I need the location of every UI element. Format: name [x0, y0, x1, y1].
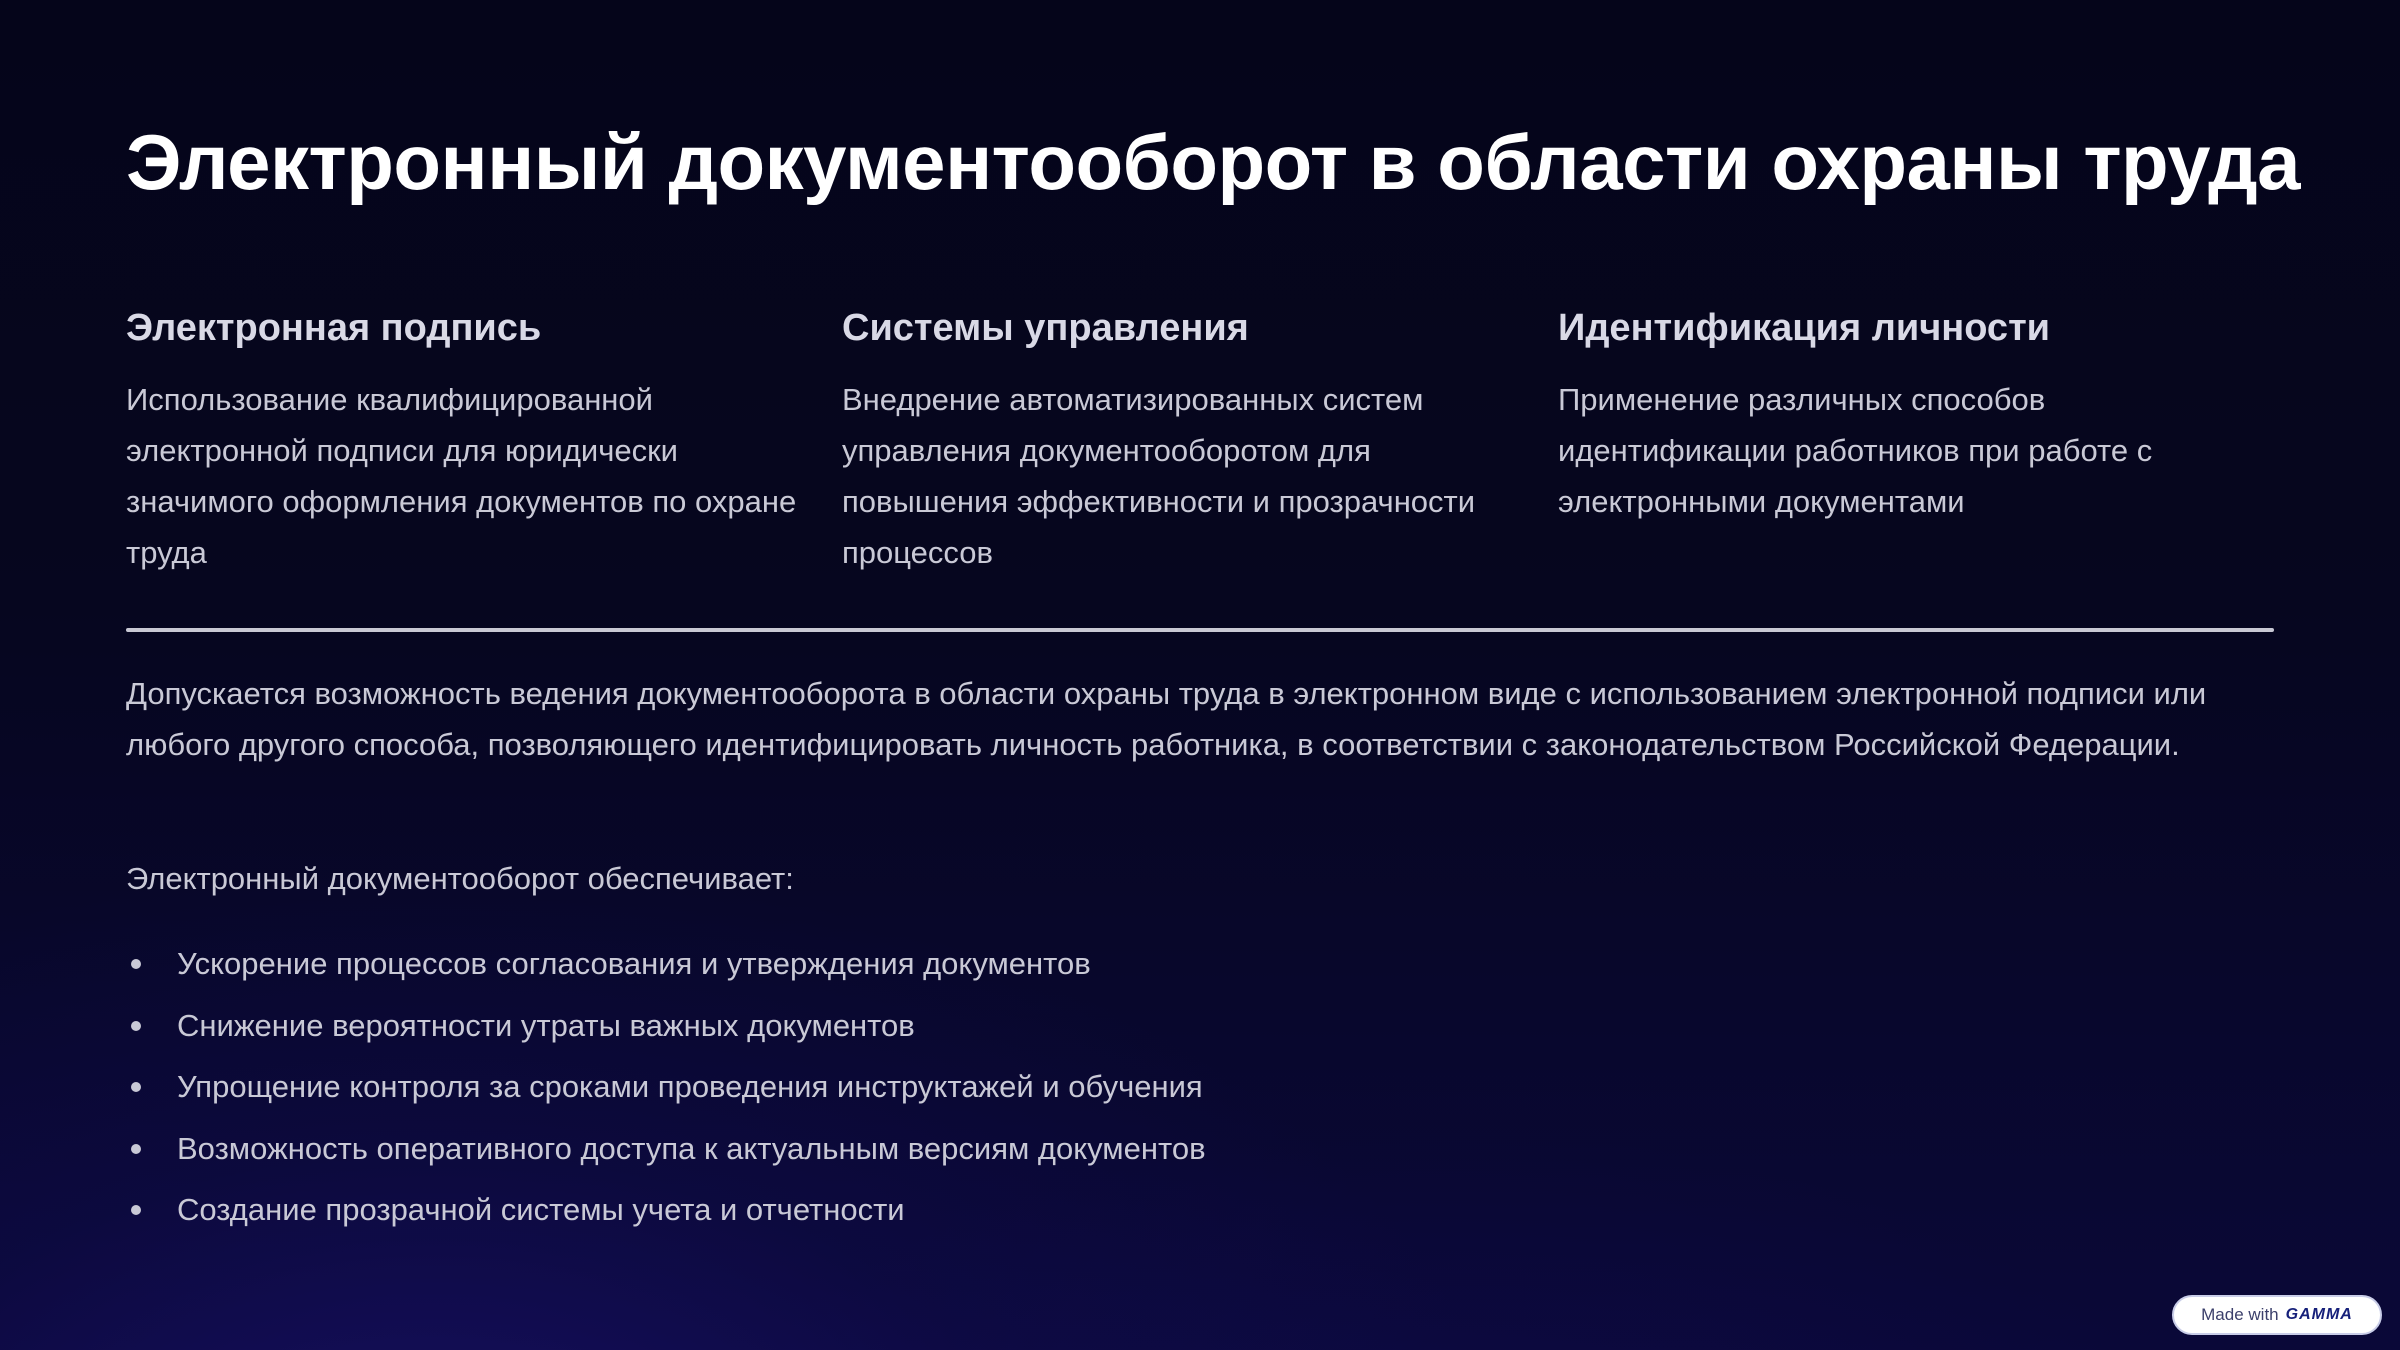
feature-text: Использование квалифицированной электронной подписи для юридически значимого оформления документов по охране труда	[126, 382, 797, 570]
bullet-dot-icon	[131, 1205, 141, 1215]
list-item-text: Упрощение контроля за сроками проведения инструктажей и обучения	[177, 1069, 1203, 1104]
bullet-dot-icon	[131, 959, 141, 969]
page-title: Электронный документооборот в области охраны труда	[126, 118, 2300, 206]
list-item	[126, 1000, 2274, 1062]
feature-text: Применение различных способов идентификации работников при работе с электронными документами	[1558, 382, 2153, 519]
badge-prefix: Made with	[2201, 1305, 2279, 1324]
benefits-list	[126, 938, 2274, 1246]
list-item	[126, 1061, 2274, 1123]
gamma-logo: GAMMA	[2285, 1306, 2353, 1323]
bullet-dot-icon	[131, 1021, 141, 1031]
feature-heading: Идентификация личности	[1558, 307, 2051, 349]
list-item-text: Возможность оперативного доступа к актуальным версиям документов	[177, 1130, 1206, 1166]
body-paragraph: Допускается возможность ведения документооборота в области охраны труда в электронном виде с использованием электронной подписи или любого другого способа, позволяющего идентифицировать личность работника, в соответствии с законодательством Российской Федерации.	[126, 676, 2207, 762]
list-item	[126, 1184, 2274, 1246]
bullet-dot-icon	[131, 1144, 141, 1154]
list-item	[126, 1123, 2274, 1185]
feature-column-identification	[1558, 300, 2274, 578]
divider	[126, 628, 2274, 632]
list-intro: Электронный документооборот обеспечивает:	[126, 861, 794, 896]
list-item-text: Создание прозрачной системы учета и отчетности	[177, 1192, 905, 1227]
list-item-text: Снижение вероятности утраты важных документов	[177, 1007, 915, 1043]
slide	[126, 0, 2300, 1350]
feature-heading: Системы управления	[842, 307, 1249, 349]
feature-columns	[126, 300, 2274, 578]
made-with-gamma-badge[interactable]	[2172, 1295, 2382, 1335]
feature-text: Внедрение автоматизированных систем управления документооборотом для повышения эффективности и прозрачности процессов	[842, 382, 1476, 570]
list-item	[126, 938, 2274, 1000]
list-item-text: Ускорение процессов согласования и утверждения документов	[177, 946, 1091, 981]
feature-column-systems	[842, 300, 1558, 578]
feature-heading: Электронная подпись	[126, 307, 542, 349]
feature-column-signature	[126, 300, 842, 578]
bullet-dot-icon	[131, 1082, 141, 1092]
